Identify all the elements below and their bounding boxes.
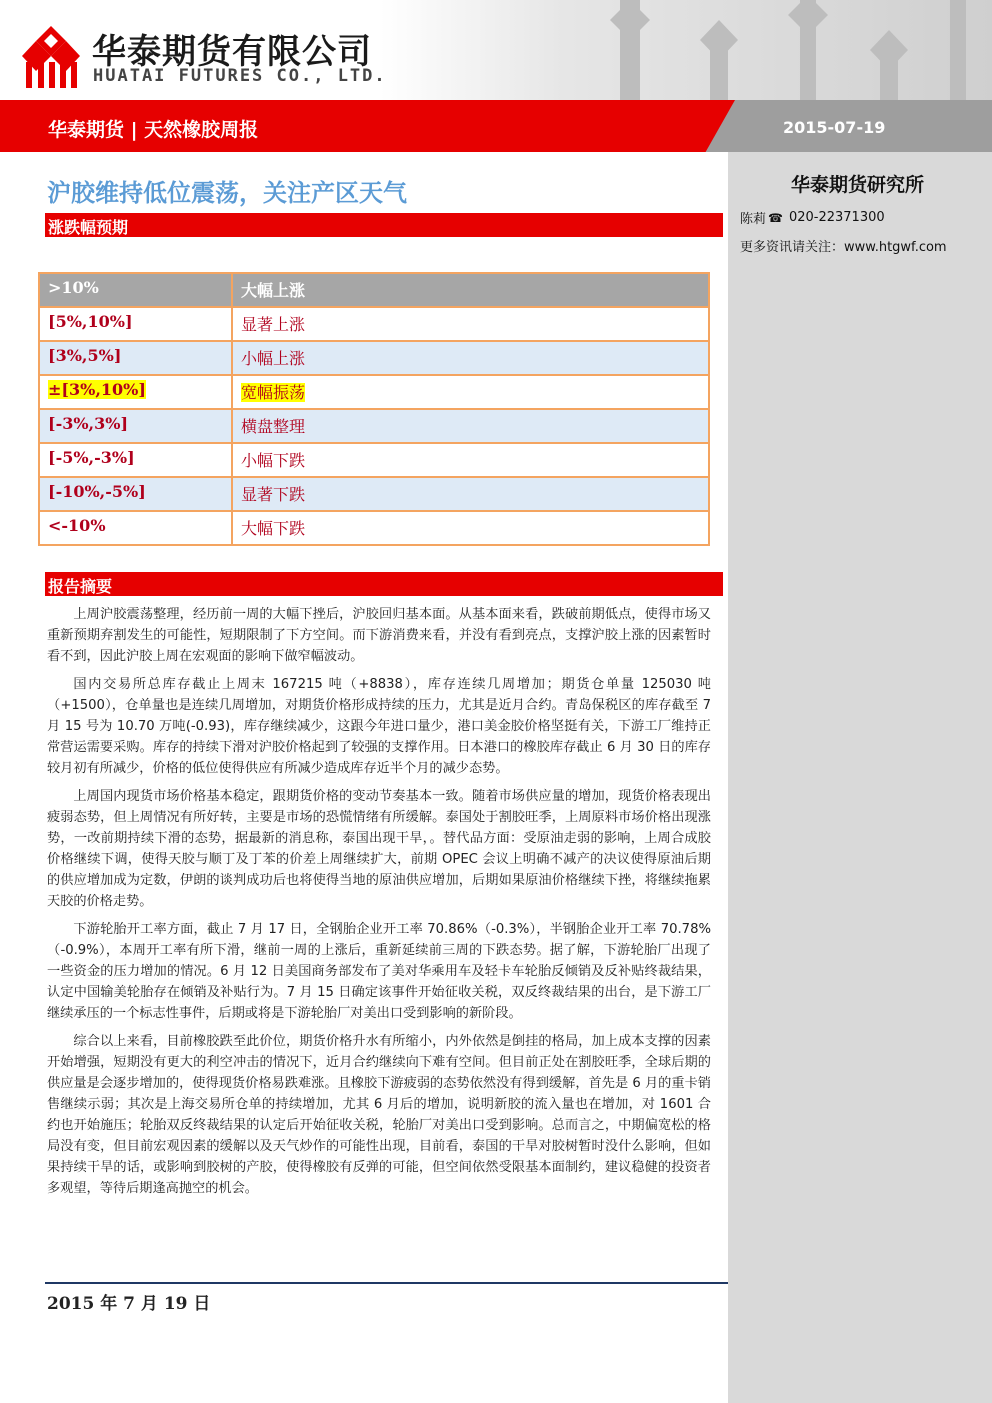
summary-section-heading (45, 572, 723, 596)
website-info: 更多资讯请关注：www.htgwf.com (740, 240, 947, 255)
report-banner (0, 100, 992, 152)
company-name-cn: 华泰期货有限公司 (92, 32, 372, 72)
desc-cell: 小幅上涨 (232, 341, 709, 375)
range-cell: [-5%,-3%] (39, 443, 232, 477)
huatai-logo-icon (22, 26, 80, 88)
table-row (39, 511, 709, 545)
sidebar (728, 152, 992, 1403)
table-row-highlighted (39, 375, 709, 409)
range-cell: [-10%,-5%] (39, 477, 232, 511)
range-cell: ±[3%,10%] (48, 380, 146, 399)
table-row (39, 443, 709, 477)
desc-cell: 宽幅振荡 (241, 383, 306, 402)
phone-icon: ☎ (768, 210, 783, 225)
forecast-section-heading (45, 213, 723, 237)
header-decoration (380, 0, 992, 100)
range-cell: [3%,5%] (39, 341, 232, 375)
desc-cell: 大幅上涨 (232, 273, 709, 307)
desc-cell: 小幅下跌 (232, 443, 709, 477)
footer-date: 2015 年 7 月 19 日 (47, 1294, 211, 1314)
table-row (39, 273, 709, 307)
desc-cell: 大幅下跌 (232, 511, 709, 545)
summary-paragraph: 下游轮胎开工率方面，截止 7 月 17 日，全钢胎企业开工率 70.86%（-0.3%），半钢胎企业开工率 70.78%（-0.9%），本周开工率有所下滑，继前一周的上涨后，重新延续前三周的下跌态势。据了解，下游轮胎厂出现了一些资金的压力增加的情况。6 月 12 日美国商务部发布了美对华乘用车及轻卡车轮胎反倾销及反补贴终裁结果，认定中国输美轮胎存在倾销及补贴行为。7 月 15 日确定该事件开始征收关税，双反终裁结果的出台，是下游工厂继续承压的一个标志性事件，后期或将是下游轮胎厂对美出口受到影响的新阶段。 (47, 922, 711, 1021)
range-cell: <-10% (39, 511, 232, 545)
desc-cell: 横盘整理 (232, 409, 709, 443)
analyst-phone: 020-22371300 (788, 210, 885, 225)
range-cell: [-3%,3%] (39, 409, 232, 443)
report-summary (47, 604, 711, 1206)
page-header (0, 0, 992, 100)
summary-heading-text: 报告摘要 (48, 577, 113, 596)
desc-cell: 显著上涨 (232, 307, 709, 341)
forecast-heading-text: 涨跌幅预期 (48, 218, 129, 237)
company-name-en: HUATAI FUTURES CO., LTD. (93, 66, 387, 86)
report-date: 2015-07-19 (783, 118, 886, 137)
table-row (39, 477, 709, 511)
summary-paragraph: 上周沪胶震荡整理，经历前一周的大幅下挫后，沪胶回归基本面。从基本面来看，跌破前期低点，使得市场又重新预期弃割发生的可能性，短期限制了下方空间。而下游消费来看，并没有看到亮点，支撑沪胶上涨的因素暂时看不到，因此沪胶上周在宏观面的影响下做窄幅波动。 (47, 607, 711, 664)
desc-cell: 显著下跌 (232, 477, 709, 511)
analyst-name: 陈莉 (740, 212, 767, 227)
report-title: 沪胶维持低位震荡，关注产区天气 (47, 179, 407, 207)
table-row (39, 307, 709, 341)
range-cell: >10% (39, 273, 232, 307)
table-row (39, 409, 709, 443)
range-cell: [5%,10%] (39, 307, 232, 341)
summary-paragraph: 国内交易所总库存截止上周末 167215 吨（+8838），库存连续几周增加；期货仓单量 125030 吨（+1500），仓单量也是连续几周增加，对期货价格形成持续的压力，尤其是近月合约。青岛保税区的库存截至 7 月 15 号为 10.70 万吨(-0.93)，库存继续减少，这跟今年进口量少，港口美金胶价格坚挺有关，下游工厂维持正常营运需要采购。库存的持续下滑对沪胶价格起到了较强的支撑作用。日本港口的橡胶库存截止 6 月 30 日的库存较月初有所减少，价格的低位使得供应有所减少造成库存近半个月的减少态势。 (47, 677, 711, 776)
summary-paragraph: 上周国内现货市场价格基本稳定，跟期货价格的变动节奏基本一致。随着市场供应量的增加，现货价格表现出疲弱态势，但上周情况有所好转，主要是市场的恐慌情绪有所缓解。泰国处于割胶旺季，上周原料市场价格出现涨势，一改前期持续下滑的态势，据最新的消息称，泰国出现干旱，。替代品方面：受原油走弱的影响，上周合成胶价格继续下调，使得天胶与顺丁及丁苯的价差上周继续扩大，前期 OPEC 会议上明确不减产的决议使得原油后期的供应增加成为定数，伊朗的谈判成功后也将使得当地的原油供应增加，后期如果原油价格继续下挫，将继续拖累天胶的价格走势。 (47, 789, 711, 909)
analyst-contact (740, 208, 885, 227)
summary-paragraph: 综合以上来看，目前橡胶跌至此价位，期货价格升水有所缩小，内外依然是倒挂的格局，加上成本支撑的因素开始增强，短期没有更大的利空冲击的情况下，近月合约继续向下难有空间。但目前正处在割胶旺季，全球后期的供应量是会逐步增加的，使得现货价格易跌难涨。且橡胶下游疲弱的态势依然没有得到缓解，首先是 6 月的重卡销售继续示弱；其次是上海交易所仓单的持续增加，尤其 6 月后的增加，说明新胶的流入量也在增加，对 1601 合约也开始施压；轮胎双反终裁结果的认定后开始征收关税，轮胎厂对美出口受到影响。总而言之，中期偏宽松的格局没有变，但目前宏观因素的缓解以及天气炒作的可能性出现，目前看，泰国的干旱对胶树暂时没什么影响，但如果持续干旱的话，或影响到胶树的产胶，使得橡胶有反弹的可能，但空间依然受限基本面制约，建议稳健的投资者多观望，等待后期逢高抛空的机会。 (47, 1034, 711, 1196)
footer-divider (45, 1282, 728, 1284)
report-series-title: 华泰期货 | 天然橡胶周报 (48, 119, 259, 141)
forecast-table (38, 272, 710, 546)
research-institute-name: 华泰期货研究所 (791, 174, 925, 196)
table-row (39, 341, 709, 375)
